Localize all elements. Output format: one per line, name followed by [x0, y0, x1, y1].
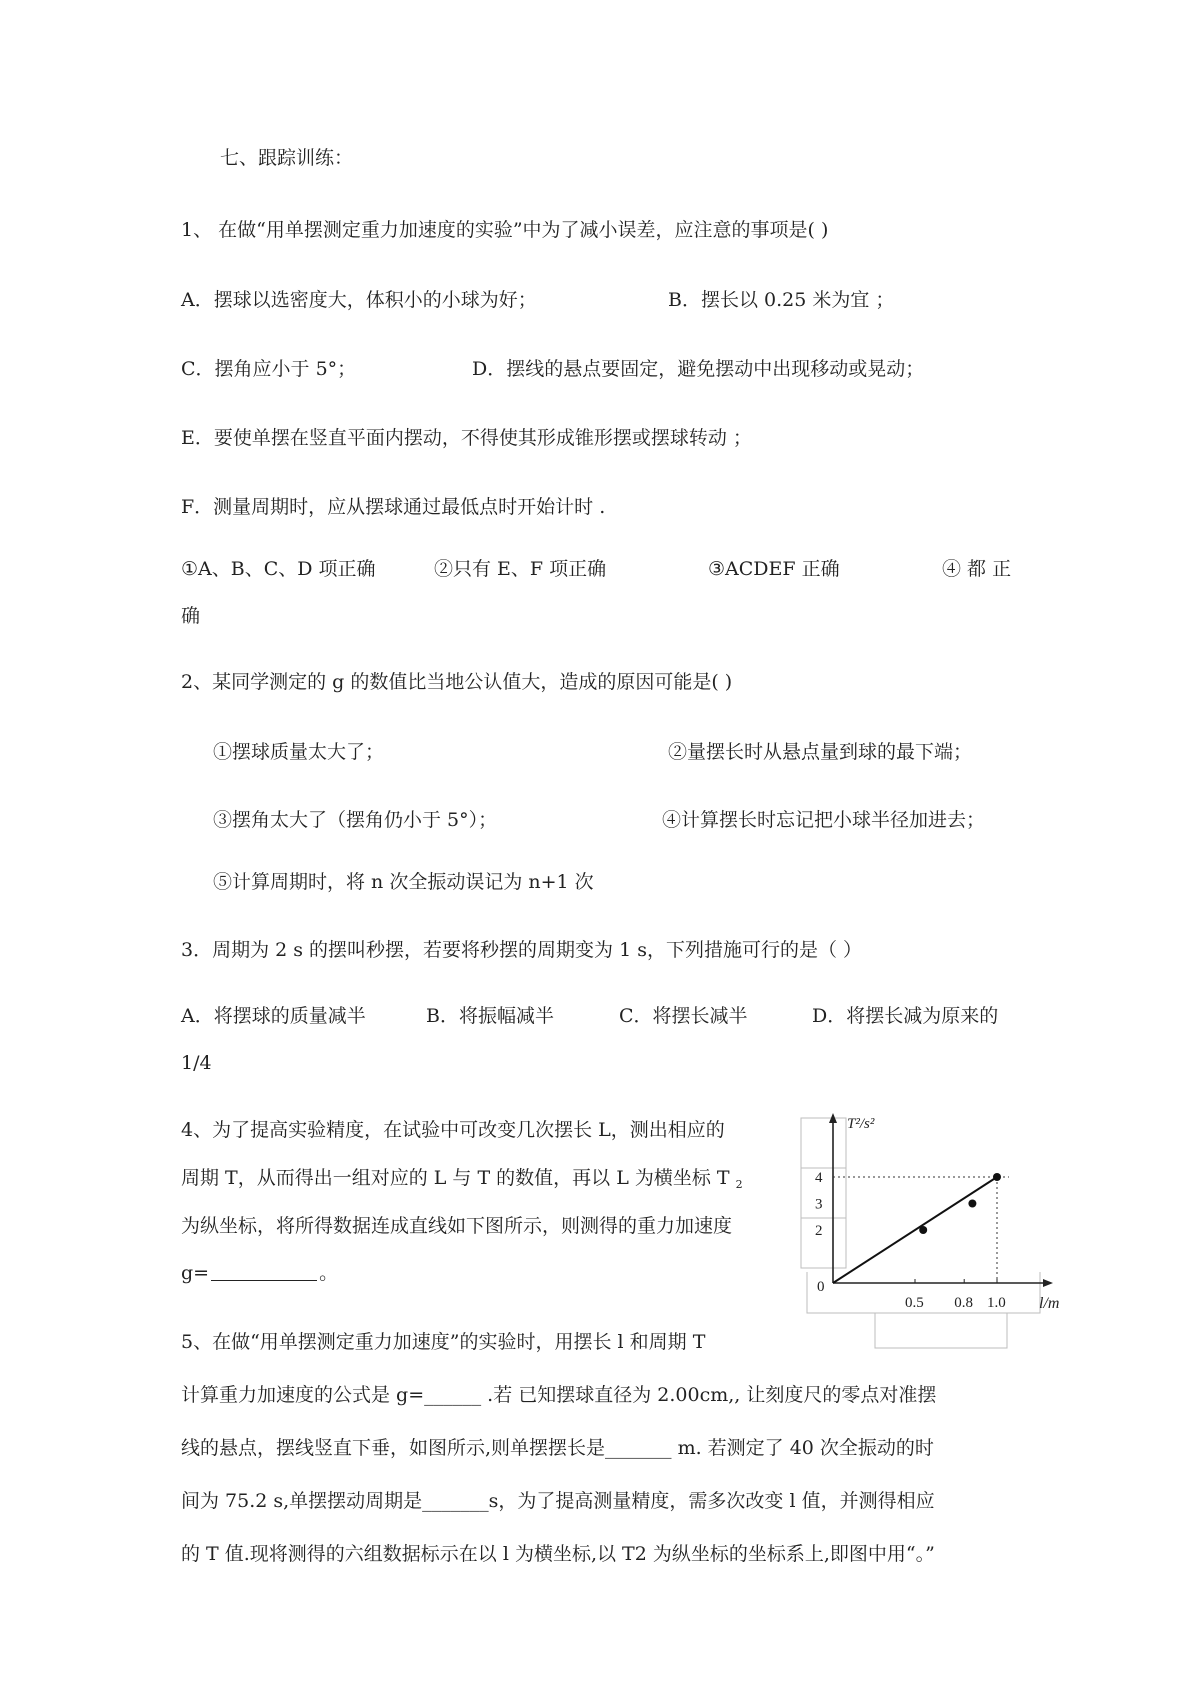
- section-title: 七、跟踪训练：: [220, 147, 354, 169]
- chart-frame: [801, 1118, 1040, 1348]
- q4-line-1: 4、为了提高实验精度，在试验中可改变几次摆长 L，测出相应的: [181, 1119, 725, 1141]
- q5-line-2: 计算重力加速度的公式是 g=______ .若 已知摆球直径为 2.00cm,, 让刻度尺的零点对准摆: [181, 1384, 937, 1406]
- x-tick-label: 1.0: [987, 1295, 1006, 1311]
- x-tick-label: 0.8: [954, 1295, 973, 1311]
- q4-answer-blank[interactable]: [211, 1262, 317, 1281]
- q1-choice-3: ③ACDEF 正确: [708, 558, 840, 580]
- q4-line-3: 为纵坐标，将所得数据连成直线如下图所示，则测得的重力加速度: [181, 1215, 733, 1237]
- chart-fit-line: [833, 1177, 997, 1283]
- x-axis-arrow: [1043, 1279, 1053, 1287]
- q4-line-2-text: 周期 T，从而得出一组对应的 L 与 T 的数值，再以 L 为横坐标 T: [181, 1167, 730, 1189]
- q4-line-2: [181, 1166, 743, 1197]
- q1-option-e: E．要使单摆在竖直平面内摆动，不得使其形成锥形摆或摆球转动 ；: [181, 427, 752, 449]
- q1-option-a: A．摆球以选密度大，体积小的小球为好；: [181, 289, 537, 311]
- q5-line-1: 5、在做“用单摆测定重力加速度”的实验时，用摆长 l 和周期 T: [181, 1331, 706, 1353]
- q3-option-c: C．将摆长减半: [619, 1005, 748, 1027]
- q2-option-1: ①摆球质量太大了；: [213, 741, 385, 763]
- x-tick-label: 0.5: [905, 1295, 924, 1311]
- q4-line-2-sub: 2: [735, 1178, 743, 1191]
- q1-choice-1: ①A、B、C、D 项正确: [181, 558, 376, 580]
- y-tick-label: 3: [815, 1196, 823, 1213]
- q3-option-b: B．将振幅减半: [426, 1005, 554, 1027]
- chart-ylabel: T²/s²: [847, 1116, 875, 1132]
- q1-option-c: C．摆角应小于 5°；: [181, 358, 357, 380]
- q1-choice-2: ②只有 E、F 项正确: [434, 558, 607, 580]
- y-tick-label: 2: [815, 1223, 823, 1239]
- fit-line: [833, 1177, 997, 1283]
- data-point-1: [919, 1226, 927, 1234]
- q1-option-b: B．摆长以 0.25 米为宜 ；: [668, 289, 895, 311]
- chart-axes: [829, 1113, 1053, 1287]
- chart-xlabel: l/m: [1039, 1295, 1060, 1312]
- q4-period: 。: [319, 1262, 339, 1284]
- q4-line-4: [181, 1261, 338, 1285]
- q4-g-label: g=: [181, 1262, 210, 1284]
- data-point-2: [968, 1200, 976, 1208]
- q1-choice-4-cont: 确: [181, 605, 201, 627]
- q1-choice-4: ④ 都 正: [942, 558, 1012, 580]
- q3-option-d-cont: 1/4: [181, 1052, 212, 1074]
- q5-line-5: 的 T 值.现将测得的六组数据标示在以 l 为横坐标,以 T2 为纵坐标的坐标系上,即图中用“。”: [181, 1543, 935, 1565]
- q5-line-4: 间为 75.2 s,单摆摆动周期是_______s，为了提高测量精度，需多次改变 l 值，并测得相应: [181, 1490, 935, 1512]
- q2-option-4: ④计算摆长时忘记把小球半径加进去；: [662, 809, 986, 831]
- y-tick-label: 4: [815, 1170, 823, 1186]
- chart-origin-label: 0: [817, 1279, 825, 1295]
- q1-option-f: F．测量周期时，应从摆球通过最低点时开始计时 .: [181, 496, 606, 518]
- q2-option-5: ⑤计算周期时，将 n 次全振动误记为 n+1 次: [213, 871, 594, 893]
- q2-stem: 2、某同学测定的 g 的数值比当地公认值大，造成的原因可能是( ): [181, 671, 733, 693]
- chart-ticks: [815, 1170, 1006, 1311]
- t2-vs-l-chart: [795, 1108, 1085, 1358]
- data-point-3: [993, 1173, 1001, 1181]
- q2-option-2: ②量摆长时从悬点量到球的最下端；: [668, 741, 973, 763]
- q3-option-a: A．将摆球的质量减半: [181, 1005, 366, 1027]
- q2-option-3: ③摆角太大了（摆角仍小于 5°）；: [213, 809, 498, 831]
- q5-line-3: 线的悬点，摆线竖直下垂，如图所示,则单摆摆长是_______ m. 若测定了 40 次全振动的时: [181, 1437, 934, 1459]
- q3-option-d: D．将摆长减为原来的: [812, 1005, 999, 1027]
- q3-stem: 3．周期为 2 s 的摆叫秒摆，若要将秒摆的周期变为 1 s，下列措施可行的是（ ）: [181, 939, 863, 961]
- q1-stem: 1、 在做“用单摆测定重力加速度的实验”中为了减小误差，应注意的事项是( ): [181, 219, 829, 241]
- q1-option-d: D．摆线的悬点要固定，避免摆动中出现移动或晃动；: [472, 358, 925, 380]
